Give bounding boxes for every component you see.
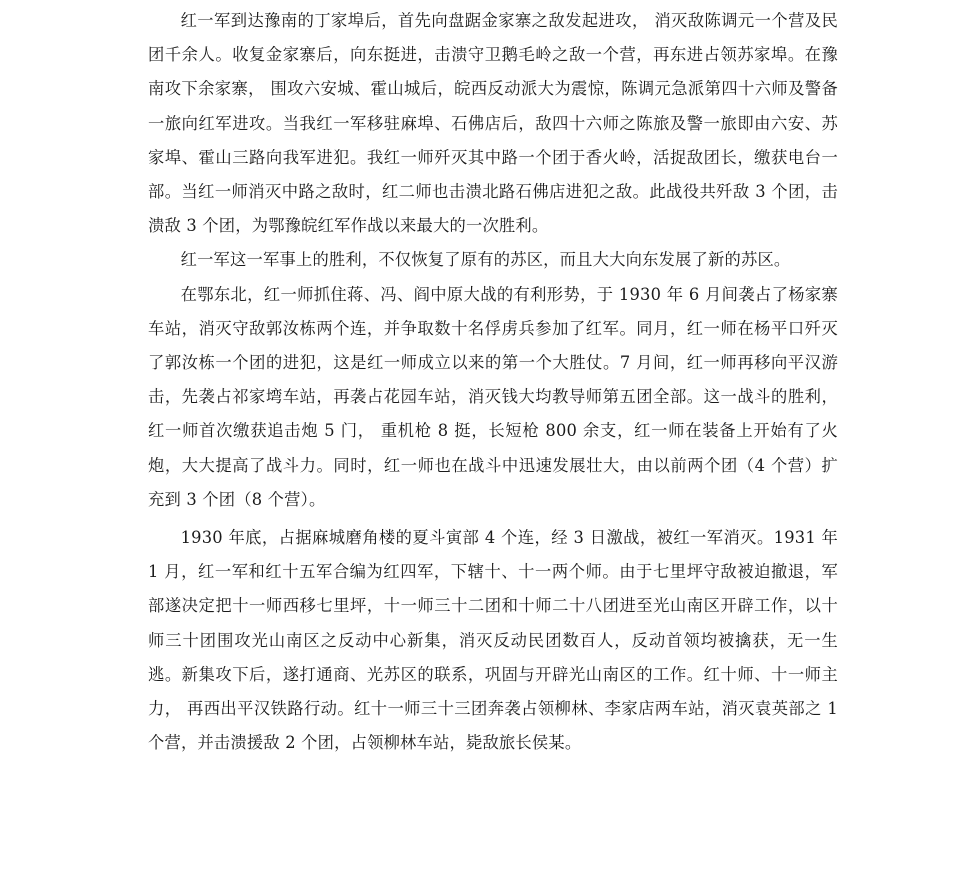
paragraph-4: 1930 年底，占据麻城磨角楼的夏斗寅部 4 个连，经 3 日激战，被红一军消灭。1931 年 1 月，红一军和红十五军合编为红四军，下辖十、十一两个师。由于七里坪守敌被迫撤退，军部遂决定把十一师西移七里坪，十一师三十二团和十师二十八团进至光山南区开辟工作，以十师三十团围攻光山南区之反动中心新集，消灭反动民团数百人，反动首领均被擒获，无一生逃。新集攻下后，遂打通商、光苏区的联系，巩固与开辟光山南区的工作。红十师、十一师主力， 再西出平汉铁路行动。红十一师三十三团奔袭占领柳林、李家店两车站，消灭袁英部之 1 个营，并击溃援敌 2 个团，占领柳林车站，毙敌旅长侯某。 <box>148 528 838 753</box>
paragraph-2: 红一军这一军事上的胜利，不仅恢复了原有的苏区，而且大大向东发展了新的苏区。 <box>180 250 791 270</box>
paragraph-3: 在鄂东北，红一师抓住蒋、冯、阎中原大战的有利形势，于 1930 年 6 月间袭占了杨家寨车站，消灭守敌郭汝栋两个连，并争取数十名俘虏兵参加了红军。同月，红一师在杨平口歼灭了郭汝栋一个团的进犯，这是红一师成立以来的第一个大胜仗。7 月间，红一师再移向平汉游击，先袭占祁家塆车站，再袭占花园车站，消灭钱大均教导师第五团全部。这一战斗的胜利，红一师首次缴获追击炮 5 门， 重机枪 8 挺，长短枪 800 余支，红一师在装备上开始有了火炮，大大提高了战斗力。同时，红一师也在战斗中迅速发展壮大，由以前两个团（4 个营）扩充到 3 个团（8 个营）。 <box>148 284 838 509</box>
text-body <box>148 4 838 760</box>
paragraph-1: 红一军到达豫南的丁家埠后，首先向盘踞金家寨之敌发起进攻， 消灭敌陈调元一个营及民团千余人。收复金家寨后，向东挺进，击溃守卫鹅毛岭之敌一个营，再东进占领苏家埠。在豫南攻下余家寨， 围攻六安城、霍山城后，皖西反动派大为震惊，陈调元急派第四十六师及警备一旅向红军进攻。当我红一军移驻麻埠、石佛店后，敌四十六师之陈旅及警一旅即由六安、苏家埠、霍山三路向我军进犯。我红一师歼灭其中路一个团于香火岭，活捉敌团长，缴获电台一部。当红一师消灭中路之敌时，红二师也击溃北路石佛店进犯之敌。此战役共歼敌 3 个团，击溃敌 3 个团，为鄂豫皖红军作战以来最大的一次胜利。 <box>148 11 838 236</box>
